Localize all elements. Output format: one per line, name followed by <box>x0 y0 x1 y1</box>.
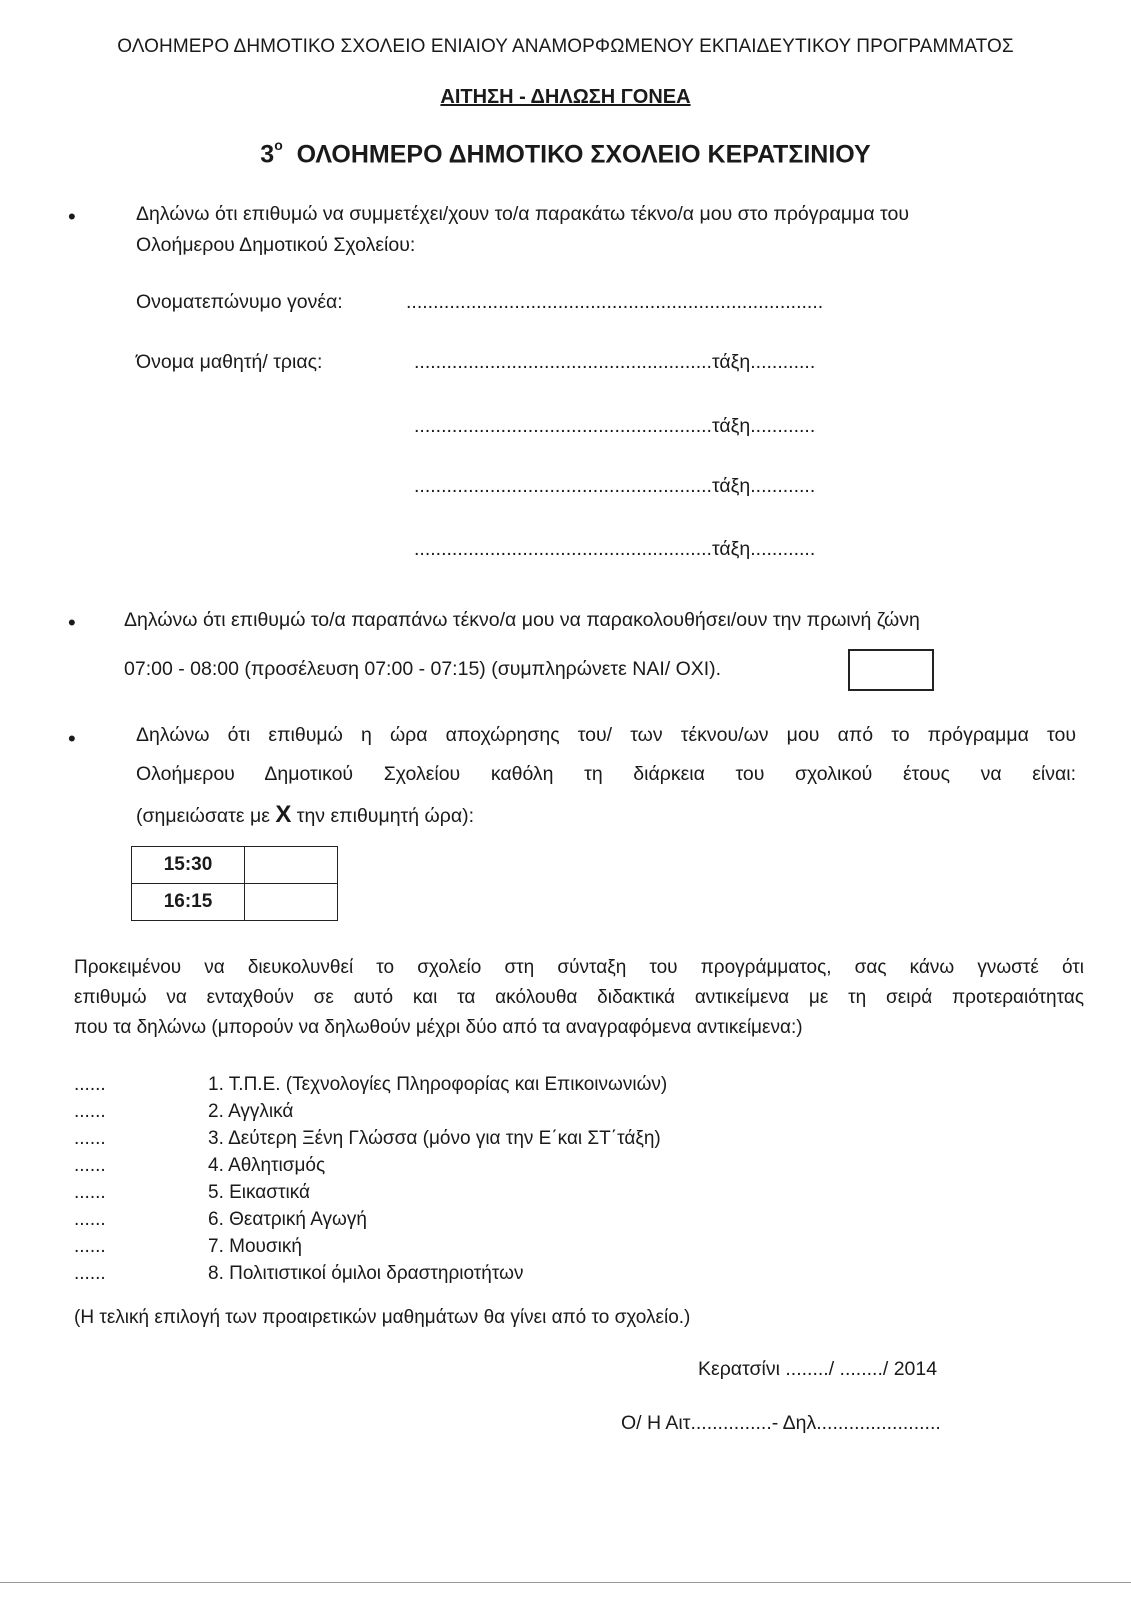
subject-label: 8. Πολιτιστικοί όμιλοι δραστηριοτήτων <box>208 1263 524 1284</box>
section3-line3-pre: (σημειώσατε με <box>136 805 276 827</box>
subject-label: 5. Εικαστικά <box>208 1182 310 1203</box>
priority-field[interactable]: ...... <box>74 1074 106 1095</box>
subject-label: 7. Μουσική <box>208 1236 302 1257</box>
bullet-point: • <box>68 204 76 229</box>
list-item <box>74 1098 667 1125</box>
section1-line1: Δηλώνω ότι επιθυμώ να συμμετέχει/χουν το/α παρακάτω τέκνο/α μου στο πρόγραμμα του <box>136 203 909 225</box>
priority-field[interactable]: ...... <box>74 1128 106 1149</box>
signature-line[interactable]: Ο/ Η Αιτ...............- Δηλ....................... <box>621 1412 941 1434</box>
subject-label: 1. Τ.Π.Ε. (Τεχνολογίες Πληροφορίας και Επικοινωνιών) <box>208 1074 668 1095</box>
section3-line2: Ολοήμερου Δημοτικού Σχολείου καθόλη τη διάρκεια του σχολικού έτους να είναι: <box>136 763 1076 785</box>
student-row-field[interactable]: .......................................................τάξη............ <box>414 538 816 560</box>
school-ordinal: ο <box>274 137 283 153</box>
school-name-heading <box>0 137 1131 169</box>
section2-line2: 07:00 - 08:00 (προσέλευση 07:00 - 07:15) (συμπληρώνετε ΝΑΙ/ ΟΧΙ). <box>124 658 722 680</box>
section4-line3: που τα δηλώνω (μπορούν να δηλωθούν μέχρι δύο από τα αναγραφόμενα αντικείμενα:) <box>74 1017 803 1038</box>
table-row <box>132 847 338 884</box>
priority-field[interactable]: ...... <box>74 1263 106 1284</box>
document-title-text: ΑΙΤΗΣΗ - ΔΗΛΩΣΗ ΓΟΝΕΑ <box>440 86 691 108</box>
priority-field[interactable]: ...... <box>74 1101 106 1122</box>
program-title: ΟΛΟΗΜΕΡΟ ΔΗΜΟΤΙΚΟ ΣΧΟΛΕΙΟ ΕΝΙΑΙΟΥ ΑΝΑΜΟΡΦΩΜΕΝΟΥ ΕΚΠΑΙΔΕΥΤΙΚΟΥ ΠΡΟΓΡΑΜΜΑΤΟΣ <box>117 36 1014 57</box>
time-option-label: 16:15 <box>132 884 245 921</box>
subject-label: 6. Θεατρική Αγωγή <box>208 1209 367 1230</box>
parent-name-label: Ονοματεπώνυμο γονέα: <box>136 291 343 313</box>
student-row-field[interactable]: .......................................................τάξη............ <box>414 351 816 373</box>
student-row-field[interactable]: .......................................................τάξη............ <box>414 415 816 437</box>
subjects-list <box>74 1071 667 1287</box>
student-name-label: Όνομα μαθητή/ τριας: <box>136 351 323 373</box>
list-item <box>74 1071 667 1098</box>
section3-line1: Δηλώνω ότι επιθυμώ η ώρα αποχώρησης του/ των τέκνου/ων μου από το πρόγραμμα του <box>136 724 1076 746</box>
priority-field[interactable]: ...... <box>74 1182 106 1203</box>
school-name: ΟΛΟΗΜΕΡΟ ΔΗΜΟΤΙΚΟ ΣΧΟΛΕΙΟ ΚΕΡΑΤΣΙΝΙΟΥ <box>296 140 871 169</box>
morning-zone-answer-box[interactable] <box>848 649 934 691</box>
time-option-checkbox[interactable] <box>245 847 338 884</box>
selection-note: (Η τελική επιλογή των προαιρετικών μαθημάτων θα γίνει από το σχολείο.) <box>74 1307 691 1328</box>
parent-name-field[interactable]: ............................................................................. <box>406 291 824 313</box>
list-item <box>74 1260 667 1287</box>
list-item <box>74 1179 667 1206</box>
bullet-point: • <box>68 610 76 635</box>
list-item <box>74 1233 667 1260</box>
school-number: 3 <box>260 140 275 169</box>
subject-label: 4. Αθλητισμός <box>208 1155 326 1176</box>
subject-label: 3. Δεύτερη Ξένη Γλώσσα (μόνο για την Ε΄και ΣΤ΄τάξη) <box>208 1128 661 1149</box>
time-option-label: 15:30 <box>132 847 245 884</box>
priority-field[interactable]: ...... <box>74 1209 106 1230</box>
section1-line2: Ολοήμερου Δημοτικού Σχολείου: <box>136 234 416 256</box>
date-line[interactable]: Κερατσίνι ......../ ......../ 2014 <box>698 1358 938 1380</box>
bullet-point: • <box>68 726 76 751</box>
list-item <box>74 1125 667 1152</box>
table-row <box>132 884 338 921</box>
x-mark-symbol: X <box>275 801 292 828</box>
page-bottom-divider <box>0 1582 1131 1583</box>
priority-field[interactable]: ...... <box>74 1155 106 1176</box>
priority-field[interactable]: ...... <box>74 1236 106 1257</box>
student-row-field[interactable]: .......................................................τάξη............ <box>414 475 816 497</box>
document-title <box>0 86 1131 109</box>
time-option-checkbox[interactable] <box>245 884 338 921</box>
section2-line1: Δηλώνω ότι επιθυμώ το/α παραπάνω τέκνο/α μου να παρακολουθήσει/ουν την πρωινή ζώνη <box>124 609 920 631</box>
list-item <box>74 1206 667 1233</box>
departure-time-table <box>131 846 338 921</box>
list-item <box>74 1152 667 1179</box>
section4-line1: Προκειμένου να διευκολυνθεί το σχολείο στη σύνταξη του προγράμματος, σας κάνω γνωστέ ότι <box>74 957 1084 978</box>
section3-line3-post: την επιθυμητή ώρα): <box>291 805 475 827</box>
section3-line3 <box>136 799 474 832</box>
section4-line2: επιθυμώ να ενταχθούν σε αυτό και τα ακόλουθα διδακτικά αντικείμενα με τη σειρά προτεραιότητας <box>74 987 1084 1008</box>
subject-label: 2. Αγγλικά <box>208 1101 294 1122</box>
